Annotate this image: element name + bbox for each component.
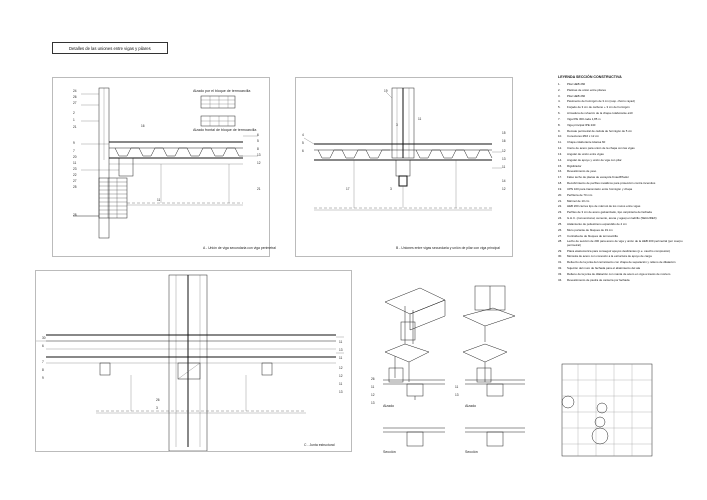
callout-c-r4: 12	[339, 374, 343, 378]
callout-c-r6: 13	[339, 390, 343, 394]
legend-item-number: 29.	[558, 248, 563, 253]
callout-a-r3: 13	[257, 153, 261, 157]
legend-item-number: 26.	[558, 227, 563, 232]
legend-item-text: Angular de apoyo y unión de viga con pilar	[567, 157, 622, 162]
legend-item-number: 7.	[558, 116, 561, 121]
callout-c-l4: 9	[42, 376, 44, 380]
callout-b-r1: 16	[502, 139, 506, 143]
legend-item-text: Muro portante de bloques de 19 cm	[567, 227, 613, 232]
callout-a-l13: 25	[73, 185, 77, 189]
legend-item-text: Revestimiento de piedra de cantería por fachada	[567, 277, 630, 282]
callout-a-l8: 20	[73, 155, 77, 159]
caption-a: A - Unión de viga secundaria con viga perimetral	[203, 246, 276, 250]
legend-item-text: Lecho de sección de 200 para acero de viga y unión de la HEB 200 perimetral (por cuerpo perimetral)	[567, 239, 683, 247]
legend-item	[558, 130, 690, 133]
callout-b-r6: 12	[502, 187, 506, 191]
callout-a-l3: 2	[73, 111, 75, 115]
legend-item-number: 11.	[558, 140, 562, 145]
legend-item-number: 23.	[558, 210, 563, 215]
legend-item-text: Remate perimetral de cédula de hormigón de 5 cm	[567, 128, 633, 133]
callout-a-l1: 26	[73, 95, 77, 99]
callout-b-r2: 12	[502, 149, 506, 153]
callout-c-l0: 30	[42, 336, 46, 340]
panel-d	[365, 282, 545, 462]
legend-item-text: HEB 260 cierres tipo de mármol de los muros entre vigas	[567, 204, 641, 209]
callout-d-0: 26	[371, 377, 375, 381]
legend-item-number: 24.	[558, 216, 563, 221]
legend-item-number: 3.	[558, 93, 561, 98]
callout-c-m1: 3	[156, 406, 158, 410]
legend-item	[558, 165, 690, 168]
panel-a-drawing	[53, 78, 269, 256]
key-plan-drawing	[558, 360, 658, 460]
key-marker-d	[592, 428, 608, 444]
legend-item-text: Chapa colaborante Hiansa 60	[567, 140, 606, 145]
legend-item-text: Perfiles de 3 cm de acero galvanizado, tipo carpintería de fachada	[567, 210, 652, 215]
beam-c-left	[100, 363, 110, 375]
callout-c-r2: 11	[339, 356, 343, 360]
legend-title: LEYENDA SECCIÓN CONSTRUCTIVA	[558, 75, 622, 79]
label-d-0: Alzado	[383, 404, 394, 408]
callout-b-l3: 17	[346, 187, 350, 191]
callout-a-l7: 7	[73, 149, 75, 153]
callout-a-m0: 16	[141, 124, 145, 128]
callout-c-l1: 6	[42, 344, 44, 348]
legend-item	[558, 223, 690, 226]
callout-b-r4: 11	[502, 165, 506, 169]
callout-d-1: 11	[371, 385, 375, 389]
legend-item	[558, 170, 690, 173]
legend-item-number: 13.	[558, 151, 563, 156]
legend-item-number: 31.	[558, 260, 563, 265]
legend-item	[558, 135, 690, 138]
legend-item-text: Rigidizador	[567, 163, 582, 168]
legend-item-number: 16.	[558, 169, 563, 174]
legend-item-number: 27.	[558, 233, 563, 238]
callout-a-l0: 24	[73, 89, 77, 93]
legend-item-text: Ménsula de acero con conexión a la estructura de apoyo de carga	[567, 254, 652, 259]
legend-item-number: 8.	[558, 122, 561, 127]
panel-b-drawing	[296, 78, 512, 256]
legend-item	[558, 267, 690, 270]
legend-item-text: Pavimento de hormigón de 3 cm (resp. chorro rayad)	[567, 99, 635, 104]
callout-c-m0: 26	[156, 398, 160, 402]
connector-b	[399, 176, 407, 186]
axo-joint-1	[385, 288, 445, 344]
legend-item-number: 20.	[558, 192, 563, 197]
callout-b-t1: 11	[418, 117, 422, 121]
label-d-3: Sección	[465, 450, 478, 454]
callout-a-l4: 1	[73, 118, 75, 122]
legend-item	[558, 205, 690, 208]
legend-item	[558, 100, 690, 103]
legend-item-text: Pletinas de unión entre pilares	[567, 87, 606, 92]
callout-a-r5: 21	[257, 187, 261, 191]
legend-item-text: Viga IPE 300 cada 1,85 m	[567, 116, 601, 121]
legend-item	[558, 112, 690, 115]
legend-item	[558, 89, 690, 92]
legend-item-text: Angular de unión entre vigas	[567, 151, 604, 156]
callout-c-l2: 7	[42, 360, 44, 364]
legend-item-number: 34.	[558, 277, 563, 282]
legend-item-text: Pilar HEB 260	[567, 93, 586, 98]
legend-item	[558, 250, 690, 253]
legend-item	[558, 141, 690, 144]
legend-item-text: Relleno de la junta de dilatación con manta de acero en viga a través de mortero	[567, 271, 671, 276]
beam-section-a	[119, 158, 133, 176]
legend-item-number: 5.	[558, 105, 561, 110]
legend-item-text: Placa elastomérica para conseguir apoyos deslizantes (p.e. caucho compresión)	[567, 248, 671, 253]
key-plan	[558, 360, 658, 460]
legend-item	[558, 194, 690, 197]
note-top-a: Alzado por el bloque de termoarcilla	[193, 89, 251, 93]
section-3	[383, 428, 445, 446]
callout-b-l0: 4	[302, 133, 304, 137]
panel-c-drawing	[36, 271, 351, 451]
axo-joint-4	[463, 344, 507, 382]
legend-item-number: 25.	[558, 221, 563, 226]
legend-item	[558, 235, 690, 238]
legend-item	[558, 261, 690, 264]
callout-a-l6: 9	[73, 141, 75, 145]
callout-a-r4: 12	[257, 161, 261, 165]
callout-c-r0: 11	[339, 340, 343, 344]
legend-item-number: 33.	[558, 271, 563, 276]
legend-item	[558, 200, 690, 203]
legend-item-text: Pilar HEB 260	[567, 82, 586, 86]
legend-item-text: Cierre de acero para unión de la chapa con las vigas	[567, 146, 635, 151]
legend-item-number: 28.	[558, 239, 563, 244]
callout-c-l3: 8	[42, 368, 44, 372]
slab-deck-a	[109, 142, 243, 164]
legend-item-text: Perfilería de 70 mm	[567, 192, 593, 197]
legend-item-number: 19.	[558, 186, 563, 191]
label-d-1: Alzado	[465, 404, 476, 408]
legend-item-text: Sujeción del muro de fachada para el abatimiento del ala	[567, 266, 640, 270]
beam-b	[396, 160, 410, 176]
panel-d-drawing	[365, 282, 545, 462]
legend-item-number: 21.	[558, 198, 563, 203]
legend-item-text: Forjado de 3 cm de carbono + 3 cm de hormigón	[567, 105, 630, 110]
beam-c-right	[262, 363, 272, 375]
legend-item-text: Refuerzo de la junta del cerramiento con chapa de separación y relleno de dilatación	[567, 260, 676, 265]
legend-item-number: 30.	[558, 254, 563, 259]
legend-item	[558, 147, 690, 150]
callout-b-r5: 14	[502, 179, 506, 183]
legend-item	[558, 118, 690, 121]
legend-item	[558, 176, 690, 179]
callout-a-l11: 22	[73, 173, 77, 177]
legend-item-text: Contrafuerte de bloques de termoarcilla	[567, 233, 618, 238]
legend-item-number: 1.	[558, 82, 561, 86]
legend-item	[558, 83, 690, 86]
legend-item-number: 6.	[558, 111, 561, 116]
legend-item	[558, 273, 690, 276]
legend-item	[558, 255, 690, 258]
callout-c-r5: 11	[339, 382, 343, 386]
legend-item	[558, 240, 690, 247]
callout-a-l10: 23	[73, 167, 77, 171]
callout-d-5: 13	[455, 393, 459, 397]
legend-item-number: 14.	[558, 157, 563, 162]
legend	[558, 75, 690, 335]
legend-item	[558, 182, 690, 185]
legend-item-text: UPN 100 para transmisión entre hormigón y chapa	[567, 186, 633, 191]
block-hatch	[99, 178, 127, 218]
legend-item-text: Conectores Ø16 x 12 cm	[567, 134, 599, 139]
callout-a-l12: 27	[73, 179, 77, 183]
legend-item-number: 15.	[558, 163, 563, 168]
callout-b-r3: 13	[502, 157, 506, 161]
section-1	[383, 380, 445, 400]
legend-item	[558, 159, 690, 162]
callout-d-3: 13	[371, 401, 375, 405]
panel-b	[295, 77, 513, 257]
legend-item-text: Armadura de refuerzo de la chapa colaborante ø10	[567, 111, 633, 116]
key-marker-a	[562, 396, 574, 408]
callout-a-r1: 5	[257, 139, 259, 143]
legend-item-number: 2.	[558, 87, 561, 92]
section-2	[465, 380, 525, 396]
legend-item-number: 12.	[558, 146, 563, 151]
callout-a-l5: 21	[73, 125, 77, 129]
callout-d-2: 12	[371, 393, 375, 397]
legend-item-text: G.H.C. (convencional, cemento, arena y agua) en ladrillo (SEGUREX)	[567, 216, 657, 221]
legend-item	[558, 124, 690, 127]
panel-c	[35, 270, 352, 452]
callout-b-r0: 15	[502, 131, 506, 135]
section-4	[465, 428, 525, 446]
legend-item	[558, 106, 690, 109]
callout-a-r0: 6	[257, 133, 259, 137]
axo-joint-2	[463, 286, 515, 342]
legend-item-number: 18.	[558, 181, 563, 186]
legend-item-number: 10.	[558, 134, 563, 139]
legend-item-text: Mármol de 10 cm	[567, 198, 590, 203]
callout-d-4: 11	[455, 385, 459, 389]
legend-item-text: Falso techo de placas de escayola Knauf/Pladur	[567, 175, 629, 180]
label-d-2: Sección	[383, 450, 396, 454]
sheet-title: Detalles de las uniones entre vigas y pilares	[52, 42, 168, 54]
legend-item	[558, 229, 690, 232]
callout-c-r3: 12	[339, 366, 343, 370]
callout-b-l2: 6	[302, 149, 304, 153]
legend-item-text: Aislamiento de poliestireno expandido de 4 cm	[567, 221, 627, 226]
legend-list	[558, 83, 690, 282]
legend-item	[558, 217, 690, 220]
axo-joint-3	[385, 344, 429, 382]
panel-a	[52, 77, 276, 257]
legend-item-text: Viga principal IPE 240	[567, 122, 596, 127]
legend-item-number: 22.	[558, 204, 563, 209]
legend-item-number: 4.	[558, 99, 561, 104]
callout-b-m0: 3	[390, 187, 392, 191]
legend-item-number: 32.	[558, 266, 563, 270]
key-marker-c	[597, 403, 607, 413]
callout-b-t0: 19	[384, 89, 388, 93]
legend-item	[558, 188, 690, 191]
callout-a-l9: 11	[73, 161, 77, 165]
legend-item-text: Recubrimiento de perfiles metálicos para protección contra incendios	[567, 181, 656, 186]
note-bottom-a: Alzado frontal de bloque de termoarcilla	[193, 128, 257, 132]
slab-c	[46, 335, 336, 363]
legend-item	[558, 95, 690, 98]
legend-item	[558, 279, 690, 282]
legend-item	[558, 211, 690, 214]
caption-b: B - Uniones entre vigas secundaria y unión de pilar con viga principal	[396, 246, 500, 250]
legend-item-number: 9.	[558, 128, 561, 133]
callout-a-l14: 28	[73, 213, 77, 217]
callout-c-r1: 13	[339, 348, 343, 352]
block-elevation-1	[201, 96, 235, 108]
callout-a-l2: 27	[73, 101, 77, 105]
callout-a-r2: 8	[257, 147, 259, 151]
key-marker-b	[595, 417, 605, 427]
callout-a-m1: 11	[157, 198, 161, 202]
caption-c: C - Junta estructural	[304, 443, 335, 447]
legend-item-number: 17.	[558, 175, 563, 180]
callout-b-l1: 5	[302, 141, 304, 145]
callout-b-t2: 3	[396, 123, 398, 127]
legend-item-text: Revestimiento de yeso	[567, 169, 597, 174]
legend-item	[558, 153, 690, 156]
